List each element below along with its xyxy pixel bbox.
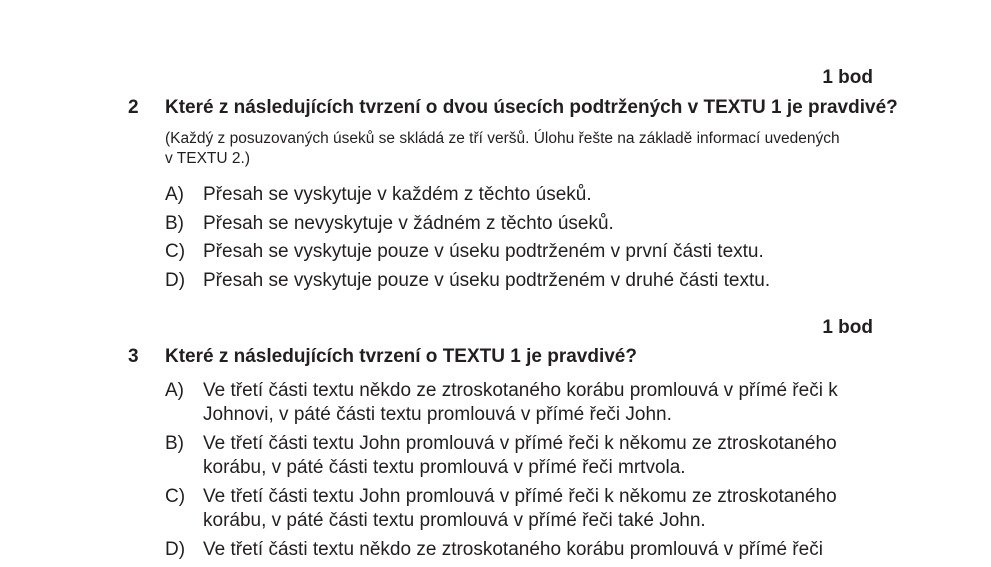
points-label: 1 bod [822,317,873,338]
answer-option [165,538,845,562]
answer-options [165,183,845,298]
question-text: Které z následujících tvrzení o TEXTU 1 je pravdivé? [165,346,637,367]
answer-option [165,183,845,207]
option-letter: D) [165,539,186,560]
option-letter: A) [165,380,184,401]
option-letter: C) [165,241,186,263]
answer-option [165,269,845,293]
points-label: 1 bod [822,67,873,88]
answer-option [165,212,845,236]
option-text: Ve třetí části textu John promlouvá v přímé řeči k někomu ze ztroskotaného korábu, v páté části textu promlouvá v přímé řeči také John. [203,486,837,531]
answer-option [165,432,845,480]
option-letter: D) [165,270,186,292]
option-text: Přesah se vyskytuje pouze v úseku podtrženém v druhé části textu. [203,270,771,292]
option-letter: A) [165,184,184,205]
option-text: Ve třetí části textu někdo ze ztroskotaného korábu promlouvá v přímé řeči k Johnovi, v páté části textu promlouvá v přímé řeči John. [203,380,838,425]
option-letter: B) [165,433,184,454]
option-letter: B) [165,212,184,234]
answer-option [165,240,845,264]
question-text: Které z následujících tvrzení o dvou úsecích podtržených v TEXTU 1 je pravdivé? [165,97,898,118]
option-text: Ve třetí části textu někdo ze ztroskotaného korábu promlouvá v přímé řeči [203,539,823,560]
question-number: 3 [128,346,139,367]
option-text: Přesah se nevyskytuje v žádném z těchto úseků. [203,212,614,234]
answer-option [165,379,845,427]
answer-options [165,379,845,567]
option-text: Ve třetí části textu John promlouvá v přímé řeči k někomu ze ztroskotaného korábu, v páté části textu promlouvá v přímé řeči mrtvola. [203,433,837,478]
question-note: (Každý z posuzovaných úseků se skládá ze tří veršů. Úlohu řešte na základě informací uvedených v TEXTU 2.) [165,130,840,167]
option-text: Přesah se vyskytuje v každém z těchto úseků. [203,184,592,205]
option-letter: C) [165,486,186,507]
answer-option [165,485,845,533]
option-text: Přesah se vyskytuje pouze v úseku podtrženém v první části textu. [203,241,764,263]
question-number: 2 [128,97,139,118]
